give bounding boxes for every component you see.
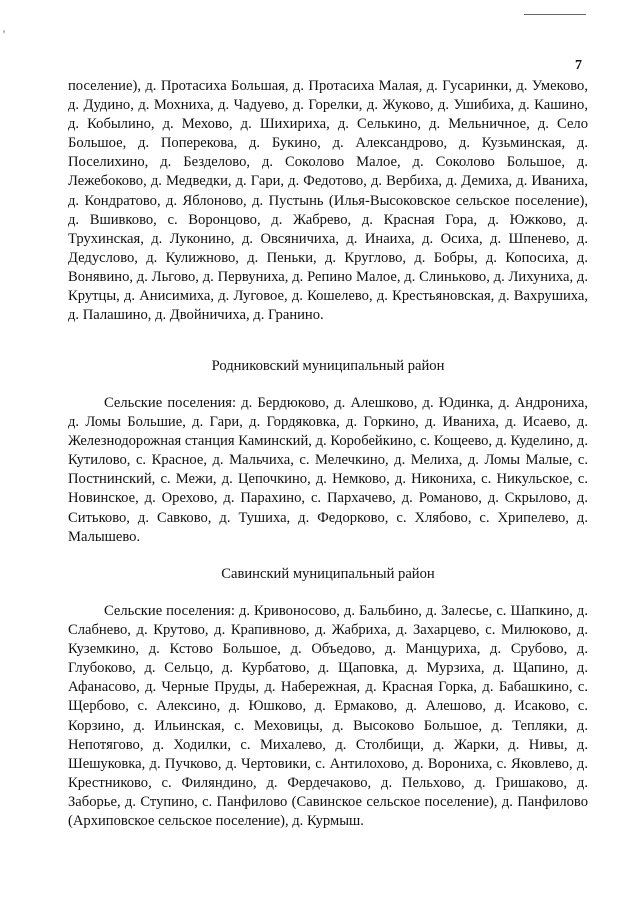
paragraph-rodnikovsky: Сельские поселения: д. Бердюково, д. Алешково, д. Юдинка, д. Андрониха, д. Ломы Большие, д. Гари, д. Гордяковка, д. Горкино, д. Иваниха, д. Исаево, д. Железнодорожная станция Каминский, д. Коробейкино, с. Кощеево, д. Куделино, д. Кутилово, с. Красное, д. Мальчиха, с. Мелечкино, д. Мелиха, д. Ломы Малые, с. Постнинский, с. Межи, д. Цепочкино, д. Немково, д. Никониха, с. Никульское, с. Новинское, д. Орехово, д. Парахино, с. Пархачево, д. Романово, д. Скрылово, д. Ситьково, д. Савково, д. Тушиха, д. Федорково, с. Хлябово, с. Хрипелево, д. Малышево. xyxy=(68,395,588,545)
page-number: 7 xyxy=(575,58,582,73)
corner-mark: ' xyxy=(3,27,6,41)
header-rule xyxy=(524,14,586,15)
section-heading-savinsky: Савинский муниципальный район xyxy=(221,566,435,582)
paragraph-savinsky: Сельские поселения: д. Кривоносово, д. Бальбино, д. Залесье, с. Шапкино, д. Слабнево, д. Крутово, д. Крапивново, д. Жабриха, д. Захарцево, с. Милюково, д. Куземкино, д. Кстово Большое, д. Объедово, д. Манцуриха, д. Срубово, д. Глубоково, д. Сельцо, д. Курбатово, д. Щаповка, д. Мурзиха, д. Щапино, д. Афанасово, д. Черные Пруды, д. Набережная, д. Красная Горка, д. Бабашкино, с. Щербово, с. Алексино, д. Юшково, д. Ермаково, д. Алешово, д. Исаково, с. Корзино, д. Ильинская, с. Меховицы, д. Высоково Большое, д. Тепляки, д. Непотягово, д. Ходилки, с. Михалево, д. Столбищи, д. Жарки, д. Нивы, д. Шешуковка, д. Пучково, д. Чертовики, с. Антилохово, д. Ворониха, с. Яковлево, д. Крестниково, с. Филяндино, д. Фердечаково, д. Пельхово, д. Гришаково, д. Заборье, д. Ступино, с. Панфилово (Савинское сельское поселение), д. Панфилово (Архиповское сельское поселение), д. Курмыш. xyxy=(68,603,588,830)
section-heading-rodnikovsky: Родниковский муниципальный район xyxy=(211,358,445,374)
continuation-paragraph: поселение), д. Протасиха Большая, д. Протасиха Малая, д. Гусаринки, д. Умеково, д. Дудино, д. Мохниха, д. Чадуево, д. Горелки, д. Жуково, д. Ушибиха, д. Кашино, д. Кобылино, д. Мехово, д. Шихириха, д. Селькино, д. Мельничное, д. Село Большое, д. Поперекова, д. Букино, д. Александрово, д. Кузьминская, д. Поселихино, д. Безделово, д. Соколово Малое, д. Соколово Большое, д. Лежебоково, д. Медведки, д. Гари, д. Федотово, д. Вербиха, д. Демиха, д. Иваниха, д. Кондратово, д. Яблоново, д. Пустынь (Илья-Высоковское сельское поселение), д. Вшивково, с. Воронцово, д. Жабрево, д. Красная Гора, д. Южково, д. Трухинская, д. Луконино, д. Овсяничиха, д. Инаиха, д. Осиха, д. Шпенево, д. Дедуслово, д. Кулижново, д. Пеньки, д. Круглово, д. Бобры, д. Копосиха, д. Вонявино, д. Льгово, д. Первуниха, д. Репино Малое, д. Слиньково, д. Лихуниха, д. Крутцы, д. Анисимиха, д. Луговое, д. Кошелево, д. Крестьяновская, д. Вахрушиха, д. Палашино, д. Двойничиха, д. Гранино. xyxy=(68,78,588,324)
